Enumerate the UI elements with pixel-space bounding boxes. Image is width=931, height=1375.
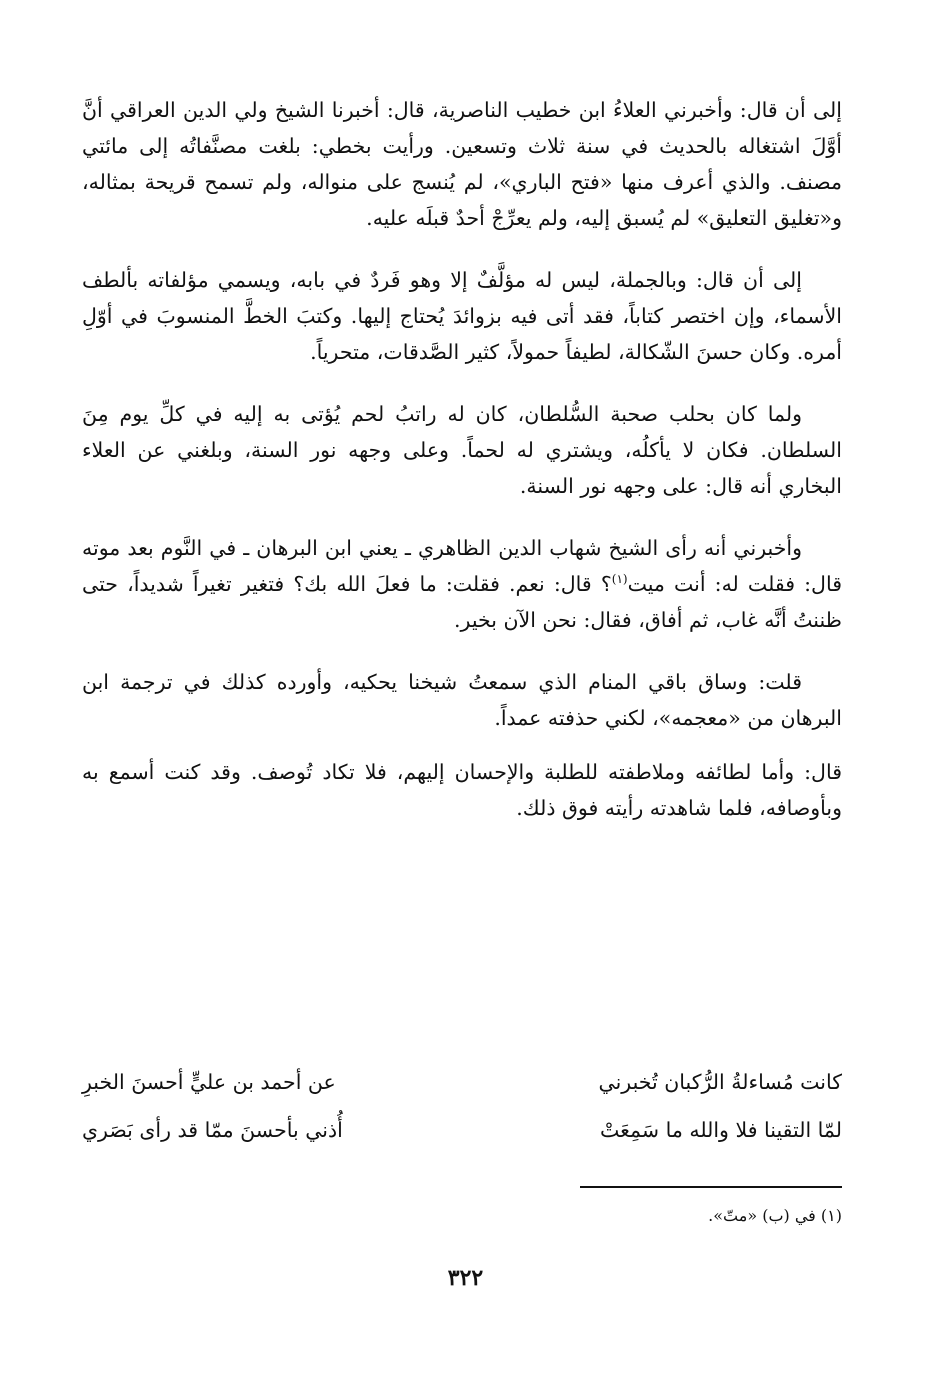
verse-1-second-hemistich: عن أحمد بن عليٍّ أحسنَ الخبرِ [82, 1070, 336, 1094]
verse-2-first-hemistich: لمّا التقينا فلا والله ما سَمِعَتْ [600, 1118, 842, 1142]
paragraph-4-part-2: ؟ قال: نعم. فقلت: ما فعلَ الله بك؟ فتغير تغيراً شديداً، حتى ظننتُ أنَّه غاب، ثم أفاق، فقال: نحن الآن بخير. [82, 572, 842, 632]
main-text [82, 92, 842, 826]
page-number: ٣٢٢ [447, 1265, 484, 1291]
paragraph-4 [82, 530, 842, 638]
paragraph-3: ولما كان بحلب صحبة السُّلطان، كان له راتبُ لحم يُؤتى به إليه في كلِّ يوم مِنَ السلطان. فكان لا يأكلُه، ويشتري له لحماً. وعلى وجهه نور السنة، وبلغني عن العلاء البخاري أنه قال: على وجهه نور السنة. [82, 402, 842, 498]
paragraph-2: إلى أن قال: وبالجملة، ليس له مؤلَّفٌ إلا وهو فَردٌ في بابه، ويسمي مؤلفاته بألطف الأسماء، وإن اختصر كتاباً، فقد أتى فيه بزوائدَ يُحتاج إليها. وكتبَ الخطَّ المنسوبَ في أوّلِ أمره. وكان حسنَ الشّكالة، لطيفاً حمولاً، كثير الصَّدقات، متحرياً. [82, 268, 842, 364]
verse-2-second-hemistich: أُذني بأحسنَ ممّا قد رأى بَصَري [82, 1118, 343, 1142]
verse-1 [82, 1058, 842, 1106]
footnote-divider [580, 1186, 842, 1188]
paragraph-5: قلت: وساق باقي المنام الذي سمعتُ شيخنا يحكيه، وأورده كذلك في ترجمة ابن البرهان من «معجمه»، لكني حذفته عمداً. [82, 670, 842, 730]
poem [82, 1058, 842, 1154]
paragraph-6: قال: وأما لطائفه وملاطفته للطلبة والإحسان إليهم، فلا تكاد تُوصف. وقد كنت أسمع به وبأوصافه، فلما شاهدته رأيته فوق ذلك. [82, 760, 842, 820]
paragraph-1: إلى أن قال: وأخبرني العلاءُ ابن خطيب الناصرية، قال: أخبرنا الشيخ ولي الدين العراقي أنَّ أوَّلَ اشتغاله بالحديث في سنة ثلاث وتسعين. ورأيت بخطي: بلغت مصنَّفاتُه إلى مائتي مصنف. والذي أعرف منها «فتح الباري»، لم يُنسج على منواله، ولم تسمح قريحة بمثاله، و«تغليق التعليق» لم يُسبق إليه، ولم يعرِّجْ أحدٌ قبلَه عليه. [82, 98, 842, 230]
footnote: (١) في (ب) «متّ». [708, 1206, 842, 1225]
footnote-marker: (١) [611, 572, 628, 587]
paragraph-4-part-1: وأخبرني أنه رأى الشيخ شهاب الدين الظاهري ـ يعني ابن البرهان ـ في النَّوم بعد موته قال: فقلت له: أنت ميت [82, 536, 842, 596]
verse-1-first-hemistich: كانت مُساءلةُ الرُّكبان تُخبرني [598, 1070, 842, 1094]
verse-2 [82, 1106, 842, 1154]
